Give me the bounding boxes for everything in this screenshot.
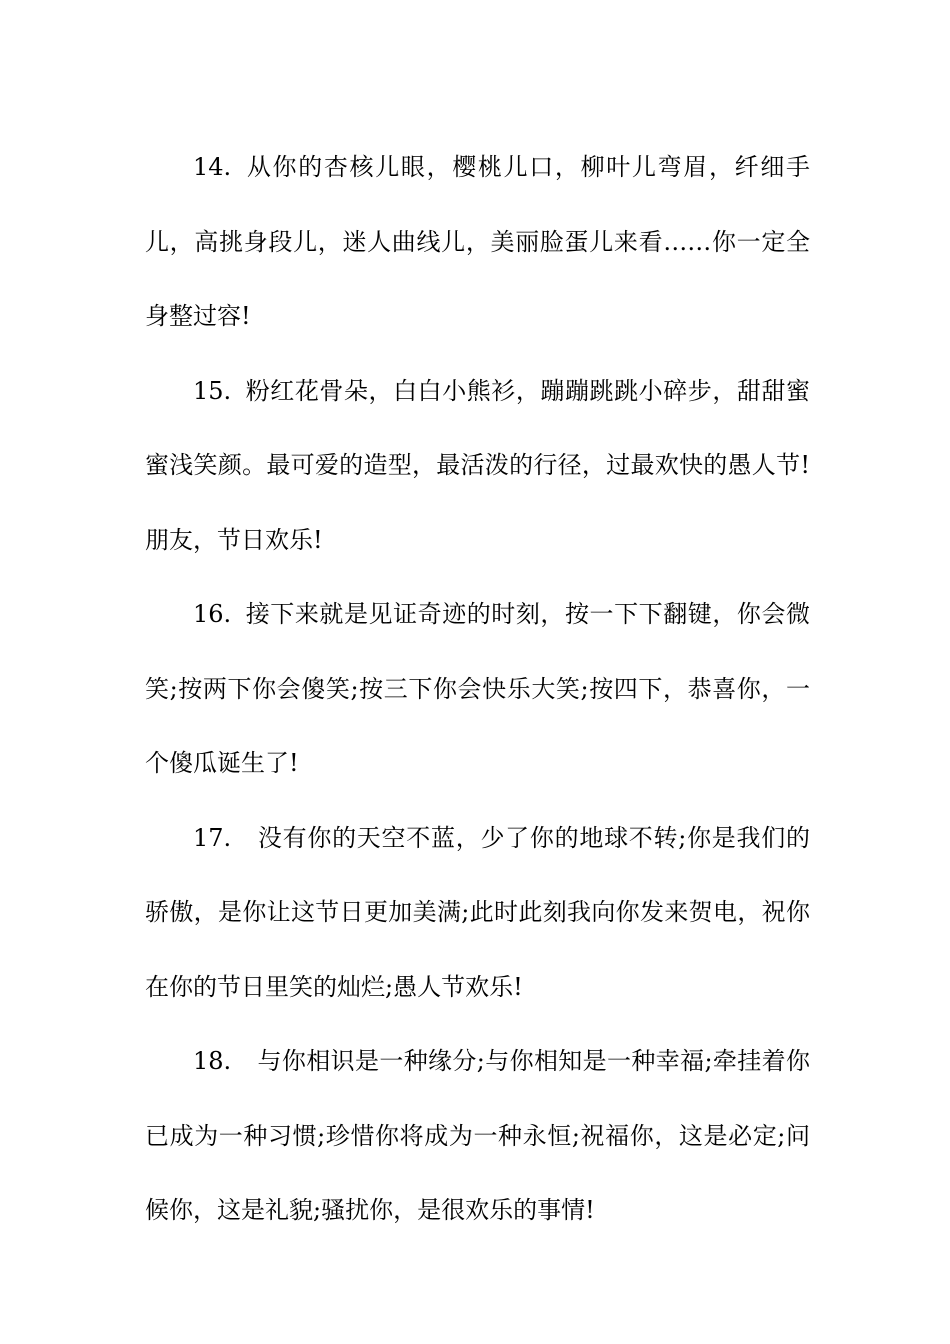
- paragraph-15: [145, 354, 810, 578]
- paragraph-number: 14.: [193, 153, 232, 181]
- paragraph-number: 15.: [193, 376, 232, 405]
- paragraph-18: [145, 1024, 810, 1248]
- paragraph-number: 17.: [193, 823, 232, 852]
- paragraph-number: 16.: [193, 600, 232, 628]
- paragraph-text: 从你的杏核儿眼，樱桃儿口，柳叶儿弯眉，纤细手儿，高挑身段儿，迷人曲线儿，美丽脸蛋儿来看……你一定全身整过容!: [145, 153, 810, 330]
- paragraph-14: [145, 130, 810, 354]
- paragraph-text: 接下来就是见证奇迹的时刻，按一下下翻键，你会微笑;按两下你会傻笑;按三下你会快乐大笑;按四下，恭喜你，一个傻瓜诞生了!: [145, 600, 810, 777]
- paragraph-17: [145, 801, 810, 1025]
- paragraph-text: 与你相识是一种缘分;与你相知是一种幸福;牵挂着你已成为一种习惯;珍惜你将成为一种永恒;祝福你，这是必定;问候你，这是礼貌;骚扰你，是很欢乐的事情!: [145, 1047, 810, 1224]
- paragraph-text: 粉红花骨朵，白白小熊衫，蹦蹦跳跳小碎步，甜甜蜜蜜浅笑颜。最可爱的造型，最活泼的行径，过最欢快的愚人节!朋友，节日欢乐!: [145, 376, 810, 554]
- document-body: [145, 130, 810, 1248]
- paragraph-16: [145, 577, 810, 801]
- paragraph-text: 没有你的天空不蓝，少了你的地球不转;你是我们的骄傲，是你让这节日更加美满;此时此刻我向你发来贺电，祝你在你的节日里笑的灿烂;愚人节欢乐!: [145, 823, 810, 1001]
- paragraph-number: 18.: [193, 1047, 232, 1075]
